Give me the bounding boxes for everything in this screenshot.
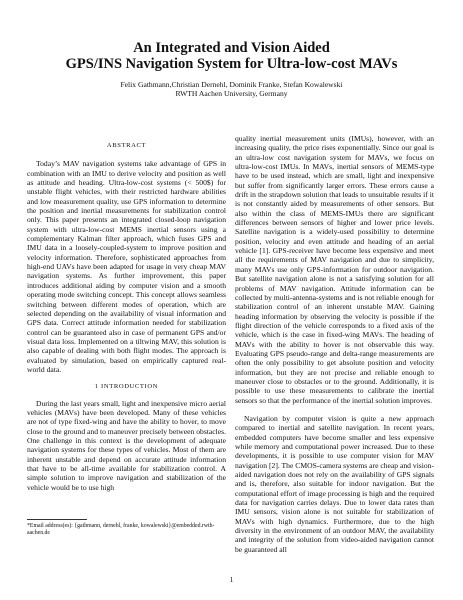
intro-paragraph-1-continued: quality inertial measurement units (IMUs), however, with an increasing quality, the price rises exponentially. Since our goal is an ultra-low cost navigation system for MAVs, we focus on ultra-low-cost IMUs. In MAVs, inertial sensors of MEMS-type have to be used instead, which are small, light and inexpensive but suffer from significantly larger errors. These errors cause a drift in the strapdown solution that leads to unsuitable results if it is not constantly aided by measurements of other sensors. But also within the class of MEMS-IMUs there are significant differences between sensors of higher and lower price levels. Satellite navigation is a widely-used possibility to determine position, velocity and even attitude and heading of an aerial vehicle [1]. GPS-receiver have become less expensive and meet all the requirements of MAV navigation and due to simplicity, many MAVs use only GPS-information for outdoor navigation. But satellite navigation alone is not a satisfying solution for all problems of MAV navigation. Attitude information can be collected by multi-antenna-systems and is not reliable enough for stabilization control of an inherent unstable MAV. Gaining heading information by observing the velocity is possible if the flight direction of the vehicle corresponds to a fixed axis of the vehicle, which is the case in fixed-wing MAVs. The heading of MAVs with the ability to hover is not observable this way. Evaluating GPS pseudo-range and delta-range measurements are often the only possibility to get absolute position and velocity information, but they are not precise and reliable enough to maneuver close to obstacles or to the ground. Additionally, it is possible to use these measurements to calibrate the inertial sensors so that the performance of the inertial solution improves. [235, 134, 434, 405]
title-line-1: An Integrated and Vision Aided [133, 40, 330, 56]
author-block [0, 80, 463, 98]
footnote: *Email address(es): {gathmann, dernehl, franke, kowalewski}@embedded.rwth-aachen.de [27, 523, 215, 536]
abstract-text: Today’s MAV navigation systems take advantage of GPS in combination with an IMU to derive velocity and position as well as attitude and heading. Ultra-low-cost systems (< 500$) for unstable flight vehicles, with their restricted hardware abilities and low measurement quality, use GPS information to determine the position and inertial measurements for stabilization control only. This paper presents an integrated closed-loop navigation system with ultra-low-cost MEMS inertial sensors using a complementary Kalman filter approach, which fuses GPS and IMU data in a loosely-coupled-system to improve position and velocity information. Therefore, sophisticated approaches from high-end UAVs have been adapted for usage in very cheap MAV navigation systems. As further improvement, this paper introduces additional aiding by computer vision and a smooth operating mode switching concept. This concept allows seamless switching between different modes of operation, which are selected depending on the availability of visual information and GPS data. Correct attitude information needed for stabilization control can be guaranteed also in case of permanent GPS and/or visual data loss. Implemented on a tiltwing MAV, this solution is also capable of dealing with both flight modes. The approach is evaluated by simulation, based on empirically captured real-world data. [27, 159, 226, 374]
left-column [27, 141, 226, 492]
paper-title [0, 40, 463, 72]
author-names: Felix Gathmann,Christian Dernehl, Dominik Franke, Stefan Kowalewski [120, 80, 343, 89]
page-number: 1 [229, 575, 234, 584]
intro-paragraph-2: Navigation by computer vision is quite a new approach compared to inertial and satellite navigation. In recent years, embedded computers have become smaller and less expensive while memory and computational power increased. Due to these developments, it is possible to use computer vision for MAV navigation [2]. The CMOS-camera systems are cheap and vision-aided navigation does not rely on the availability of GPS signals and is, therefore, also suitable for indoor navigation. But the computational effort of image processing is high and the required data for navigation carries delays. Due to lower data rates than IMU sensors, vision alone is not suitable for stabilization of MAVs with high dynamics. Furthermore, due to the high diversity in the environment of an outdoor MAV, the availability and integrity of the solution from video-aided navigation cannot be guaranteed all [235, 413, 434, 554]
right-column [235, 134, 434, 554]
title-line-2: GPS/INS Navigation System for Ultra-low-cost MAVs [65, 56, 398, 72]
intro-paragraph-1: During the last years small, light and inexpensive micro aerial vehicles (MAVs) have been developed. Many of these vehicles are not of type fixed-wing and have the ability to hover, to move close to the ground and to maneuver precisely between obstacles. One challenge in this context is the development of adequate navigation systems for these types of vehicles. Most of them are inherent unstable and depend on accurate attitude information that have to be all-time available for stabilization control. A simple solution to improve navigation and stabilization of the vehicle would be to use high [27, 398, 226, 492]
footnote-rule [27, 519, 87, 520]
author-affiliation: RWTH Aachen University, Germany [175, 89, 288, 98]
section-heading-introduction: 1 INTRODUCTION [94, 383, 159, 391]
abstract-heading: ABSTRACT [106, 142, 147, 149]
